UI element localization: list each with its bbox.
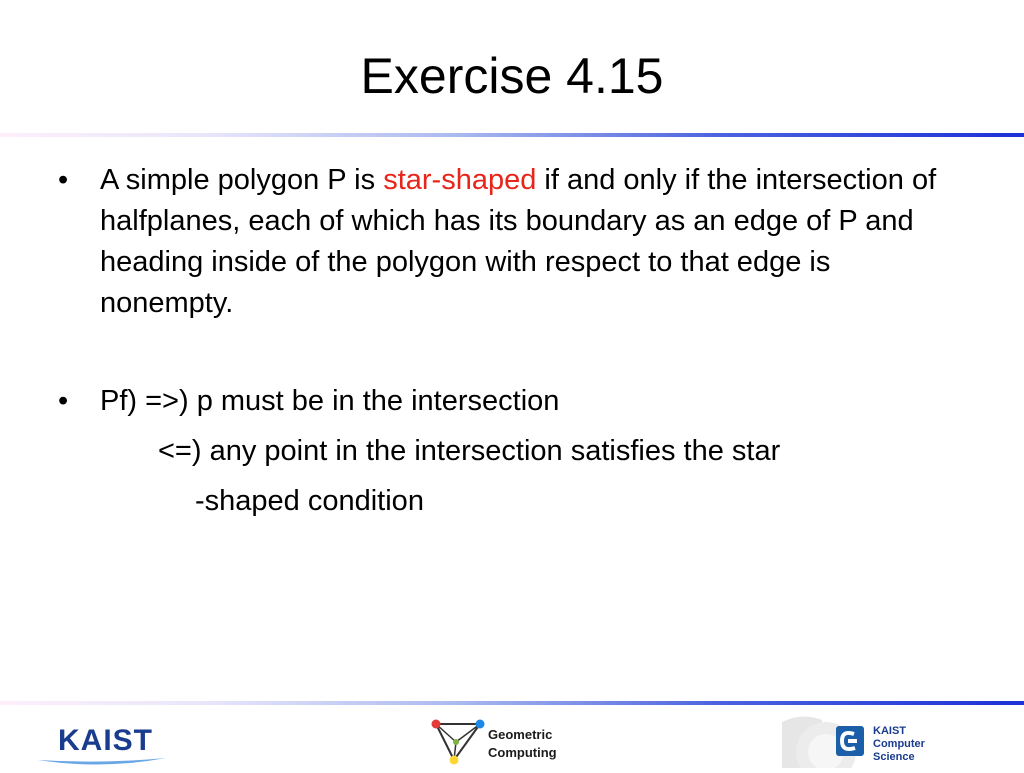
bullet-item	[58, 381, 958, 522]
gc-line-2: Computing	[488, 745, 557, 760]
bullet-text: if and only if the intersection of halfplanes, each of which has its boundary as an edge of P and heading inside of the polygon with respect to that edge is nonempty.	[100, 164, 937, 319]
slide-title: Exercise 4.15	[360, 48, 664, 104]
bullet-item	[58, 160, 958, 324]
proof-line: <=) any point in the intersection satisfies the star	[158, 435, 781, 467]
geometric-computing-text	[488, 726, 557, 762]
proof-line: Pf) =>) p must be in the intersection	[100, 385, 560, 417]
bullet-text: A simple polygon P is	[100, 164, 384, 196]
proof-line: -shaped condition	[195, 485, 424, 517]
bullet-marker: •	[58, 385, 69, 417]
kaist-logo	[36, 720, 168, 766]
footer-divider	[0, 701, 1024, 705]
highlighted-term: star-shaped	[383, 164, 537, 196]
cs-line-3: Science	[873, 751, 915, 763]
gc-line-1: Geometric	[488, 727, 553, 742]
cs-line-1: KAIST	[873, 725, 906, 737]
kaist-logo-text: KAIST	[58, 724, 153, 757]
footer	[0, 706, 1024, 768]
cs-line-2: Computer	[873, 738, 925, 750]
kaist-swoosh-icon	[36, 754, 168, 768]
slide-body	[58, 160, 958, 522]
geometric-computing-logo	[430, 716, 570, 768]
kaist-cs-text	[873, 725, 925, 764]
kaist-cs-emblem-icon	[782, 712, 872, 768]
triangle-graph-icon	[430, 716, 486, 768]
kaist-computer-science-logo	[782, 712, 942, 768]
title-divider	[0, 133, 1024, 137]
bullet-marker: •	[58, 164, 69, 196]
